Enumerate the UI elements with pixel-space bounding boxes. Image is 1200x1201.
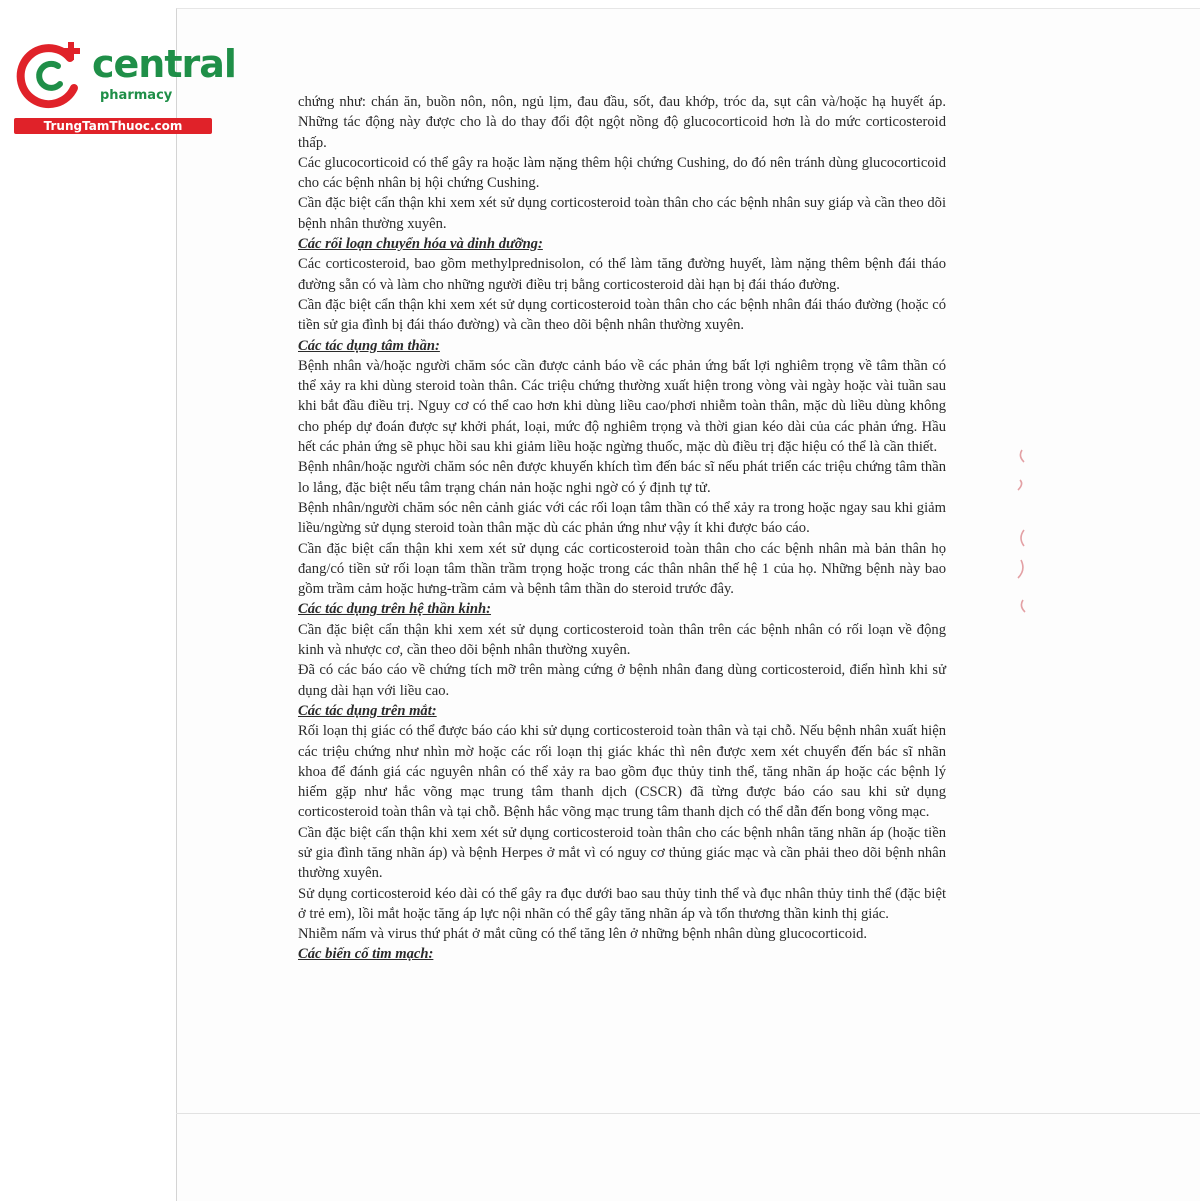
paragraph: Cần đặc biệt cẩn thận khi xem xét sử dụng corticosteroid toàn thân cho các bệnh nhân tăng nhãn áp (hoặc tiền sử gia đình tăng nhãn áp) và bệnh Herpes ở mắt vì có nguy cơ thủng giác mạc và cần phải theo dõi bệnh nhân thường xuyên. [298,824,946,882]
paragraph: Rối loạn thị giác có thể được báo cáo khi sử dụng corticosteroid toàn thân và tại chỗ. Nếu bệnh nhân xuất hiện các triệu chứng như nhìn mờ hoặc các rối loạn thị giác khác thì nên được xem xét chuyển đến bác sĩ nhãn khoa để đánh giá các nguyên nhân có thể xảy ra bao gồm đục thủy tinh thể, tăng nhãn áp hoặc các bệnh lý hiếm gặp như hắc võng mạc trung tâm thanh dịch (CSCR) đã từng được báo cáo sau khi sử dụng corticosteroid toàn thân và tại chỗ. Bệnh hắc võng mạc trung tâm thanh dịch có thể dẫn đến bong võng mạc. [298,723,946,821]
logo-subtitle: pharmacy [100,88,173,103]
paragraph: Cần đặc biệt cẩn thận khi xem xét sử dụng các corticosteroid toàn thân cho các bệnh nhân mà bản thân họ đang/có tiền sử rối loạn tâm thần trầm trọng hoặc trong các thân nhân thế hệ 1 của họ. Những bệnh này bao gồm trầm cảm hoặc hưng-trầm cảm và bệnh tâm thần do steroid trước đây. [298,540,946,598]
section-heading: Các rối loạn chuyển hóa và dinh dưỡng: [298,236,543,253]
paragraph: Nhiễm nấm và virus thứ phát ở mắt cũng có thể tăng lên ở những bệnh nhân dùng glucocorticoid. [298,926,868,943]
paragraph: Cần đặc biệt cẩn thận khi xem xét sử dụng corticosteroid toàn thân cho các bệnh nhân đái tháo đường (hoặc có tiền sử gia đình bị đái tháo đường) và cần theo dõi bệnh nhân thường xuyên. [298,296,946,334]
paragraph: Bệnh nhân và/hoặc người chăm sóc cần được cảnh báo về các phản ứng bất lợi nghiêm trọng về tâm thần có thể xảy ra khi dùng steroid toàn thân. Các triệu chứng thường xuất hiện trong vòng vài ngày hoặc vài tuần sau khi bắt đầu điều trị. Nguy cơ có thể cao hơn khi dùng liều cao/phơi nhiễm toàn thân, mặc dù liều dùng không cho phép dự đoán được sự khởi phát, loại, mức độ nghiêm trọng và thời gian kéo dài của các phản ứng. Hầu hết các phản ứng sẽ phục hồi sau khi giảm liều hoặc ngừng thuốc, mặc dù điều trị đặc hiệu có thể là cần thiết. [298,357,946,456]
section-heading: Các tác dụng trên mắt: [298,702,437,719]
document-body [298,92,946,965]
paragraph: Bệnh nhân/hoặc người chăm sóc nên được khuyến khích tìm đến bác sĩ nếu phát triển các triệu chứng tâm thần lo lắng, đặc biệt nếu tâm trạng chán nản hoặc nghi ngờ có ý định tự tử. [298,459,946,496]
section-heading: Các tác dụng tâm thần: [298,337,440,354]
logo-brand-text: central [92,42,236,86]
section-heading: Các tác dụng trên hệ thần kinh: [298,601,492,618]
paragraph: Các glucocorticoid có thể gây ra hoặc làm nặng thêm hội chứng Cushing, do đó nên tránh dùng glucocorticoid cho các bệnh nhân bị hội chứng Cushing. [298,154,946,192]
page-bottom-edge [176,1113,1200,1114]
logo-site-banner: TrungTamThuoc.com [14,118,212,134]
section-heading: Các biến cố tim mạch: [298,946,434,963]
paragraph: Bệnh nhân/người chăm sóc nên cảnh giác với các rối loạn tâm thần có thể xảy ra trong hoặc ngay sau khi giảm liều/ngừng sử dụng steroid toàn thân mặc dù các phản ứng như vậy ít khi được báo cáo. [298,499,946,537]
pharmacy-cross-logo-icon [12,38,86,112]
red-stamp-mark [1012,440,1028,620]
paragraph: Cần đặc biệt cẩn thận khi xem xét sử dụng corticosteroid toàn thân trên các bệnh nhân có rối loạn về động kinh và nhược cơ, cần theo dõi bệnh nhân thường xuyên. [298,621,946,659]
paragraph: chứng như: chán ăn, buồn nôn, nôn, ngủ lịm, đau đầu, sốt, đau khớp, tróc da, sụt cân và/hoặc hạ huyết áp. Những tác động này được cho là do thay đổi đột ngột nồng độ glucocorticoid hơn là do mức corticosteroid thấp. [298,94,946,151]
central-pharmacy-logo [8,36,236,136]
paragraph: Cần đặc biệt cẩn thận khi xem xét sử dụng corticosteroid toàn thân cho các bệnh nhân suy giáp và cần theo dõi bệnh nhân thường xuyên. [298,195,946,232]
paragraph: Các corticosteroid, bao gồm methylprednisolon, có thể làm tăng đường huyết, làm nặng thêm bệnh đái tháo đường sẵn có và làm cho những người điều trị bằng corticosteroid dài hạn bị đái tháo đường. [298,256,946,293]
paragraph: Đã có các báo cáo về chứng tích mỡ trên màng cứng ở bệnh nhân đang dùng corticosteroid, điển hình khi sử dụng dài hạn với liều cao. [298,662,946,699]
paragraph: Sử dụng corticosteroid kéo dài có thể gây ra đục dưới bao sau thủy tinh thể và đục nhân thủy tinh thể (đặc biệt ở trẻ em), lồi mắt hoặc tăng áp lực nội nhãn có thể gây tăng nhãn áp và tổn thương thần kinh thị giác. [298,885,946,922]
